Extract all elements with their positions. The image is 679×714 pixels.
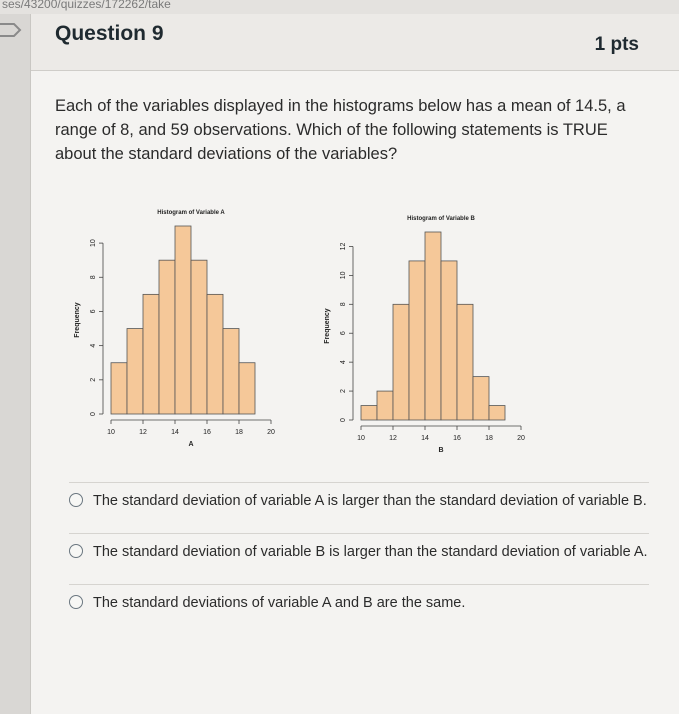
histogram-svg — [59, 204, 279, 454]
histogram-bar — [111, 363, 127, 414]
y-tick-label: 10 — [89, 239, 97, 247]
histogram-bar — [143, 294, 159, 414]
y-tick-label: 6 — [339, 331, 347, 336]
x-tick-label: 10 — [357, 435, 365, 442]
histogram-bar — [361, 406, 377, 420]
y-tick-label: 2 — [89, 377, 97, 382]
x-axis-label: B — [438, 447, 444, 454]
x-tick-label: 18 — [485, 435, 493, 442]
y-tick-label: 4 — [89, 343, 97, 348]
x-tick-label: 20 — [517, 435, 525, 442]
answer-list — [69, 482, 649, 623]
answer-option-b-larger[interactable] — [69, 533, 649, 572]
histogram-bar — [393, 304, 409, 420]
answer-label: The standard deviation of variable A is larger than the standard deviation of variable B. — [93, 493, 647, 509]
histogram-bar — [425, 232, 441, 420]
histogram-bar — [457, 304, 473, 420]
x-tick-label: 16 — [203, 429, 211, 436]
chart-title: Histogram of Variable A — [157, 210, 225, 216]
question-title: Question 9 — [55, 22, 164, 45]
answer-option-a-larger[interactable] — [69, 482, 649, 521]
histogram-bar — [127, 329, 143, 414]
previous-arrow-icon[interactable] — [0, 22, 24, 38]
histogram-bar — [175, 226, 191, 414]
x-tick-label: 14 — [171, 429, 179, 436]
x-tick-label: 10 — [107, 429, 115, 436]
y-axis-label: Frequency — [324, 308, 331, 344]
y-tick-label: 2 — [339, 389, 347, 394]
histogram-bar — [159, 260, 175, 414]
answer-option-same[interactable] — [69, 584, 649, 623]
y-tick-label: 0 — [89, 412, 97, 416]
y-tick-label: 10 — [339, 271, 347, 280]
x-tick-label: 12 — [139, 429, 147, 436]
answer-label: The standard deviation of variable B is larger than the standard deviation of variable A. — [93, 544, 648, 560]
histogram-svg — [309, 210, 529, 460]
x-tick-label: 14 — [421, 435, 429, 442]
histogram-bar — [207, 294, 223, 414]
y-tick-label: 8 — [339, 302, 347, 307]
question-text: Each of the variables displayed in the histograms below has a mean of 14.5, a range of 8, and 59 observations. Which of the following statements is TRUE about the standard deviations of the variables? — [55, 97, 626, 163]
histogram-variable-a — [59, 204, 279, 454]
x-tick-label: 16 — [453, 435, 461, 442]
histogram-bar — [489, 406, 505, 420]
histogram-bar — [409, 261, 425, 420]
question-card — [30, 14, 679, 714]
histogram-bar — [223, 329, 239, 414]
x-tick-label: 12 — [389, 435, 397, 442]
y-axis-label: Frequency — [74, 302, 81, 338]
histogram-bar — [441, 261, 457, 420]
y-tick-label: 0 — [339, 418, 347, 422]
y-tick-label: 4 — [339, 360, 347, 365]
histogram-bar — [239, 363, 255, 414]
histogram-bar — [377, 391, 393, 420]
y-tick-label: 6 — [89, 309, 97, 314]
radio-button[interactable] — [69, 493, 83, 507]
histogram-bar — [473, 377, 489, 420]
question-header — [31, 14, 679, 71]
y-tick-label: 12 — [339, 242, 347, 251]
y-tick-label: 8 — [89, 275, 97, 280]
browser-url: ses/43200/quizzes/172262/take — [0, 0, 679, 14]
chart-title: Histogram of Variable B — [407, 216, 475, 222]
histogram-variable-b — [309, 210, 529, 460]
x-axis-label: A — [188, 441, 194, 448]
histogram-bar — [191, 260, 207, 414]
answer-label: The standard deviations of variable A and B are the same. — [93, 595, 466, 611]
radio-button[interactable] — [69, 544, 83, 558]
x-tick-label: 18 — [235, 429, 243, 436]
question-points: 1 pts — [594, 34, 639, 55]
x-tick-label: 20 — [267, 429, 275, 436]
radio-button[interactable] — [69, 595, 83, 609]
